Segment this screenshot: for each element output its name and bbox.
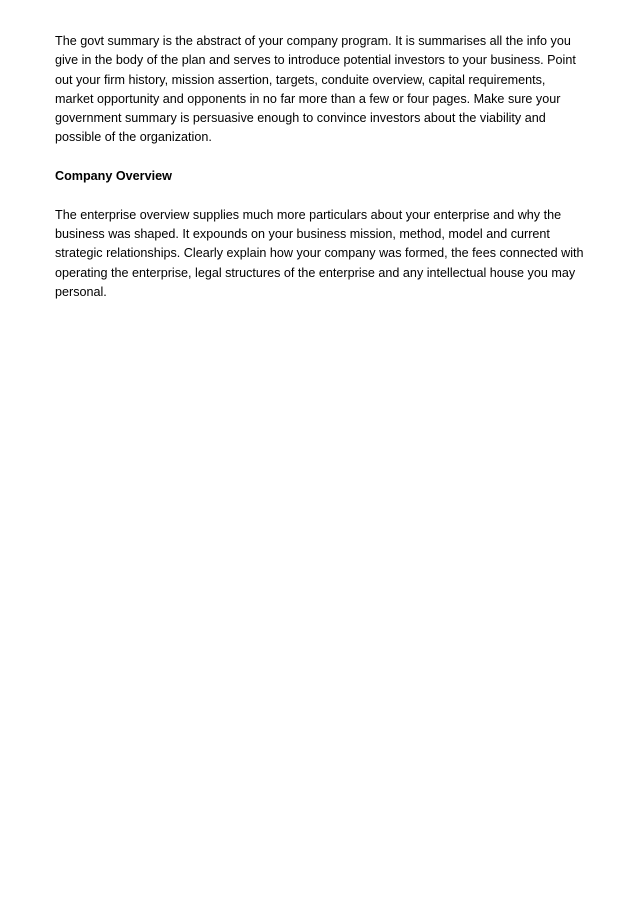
document-body [55, 32, 585, 302]
company-overview-heading: Company Overview [55, 169, 172, 184]
company-overview-paragraph: The enterprise overview supplies much more particulars about your enterprise and why the business was shaped. It expounds on your business mission, method, model and current strategic relationships. Clearly explain how your company was formed, the fees connected with operating the enterprise, legal structures of the enterprise and any intellectual house you may personal. [55, 207, 584, 299]
executive-summary-paragraph: The govt summary is the abstract of your company program. It is summarises all the info you give in the body of the plan and serves to introduce potential investors to your business. Point out your firm history, mission assertion, targets, conduite overview, capital requirements, market opportunity and opponents in no far more than a few or four pages. Make sure your government summary is persuasive enough to convince investors about the viability and possible of the organization. [55, 34, 576, 145]
